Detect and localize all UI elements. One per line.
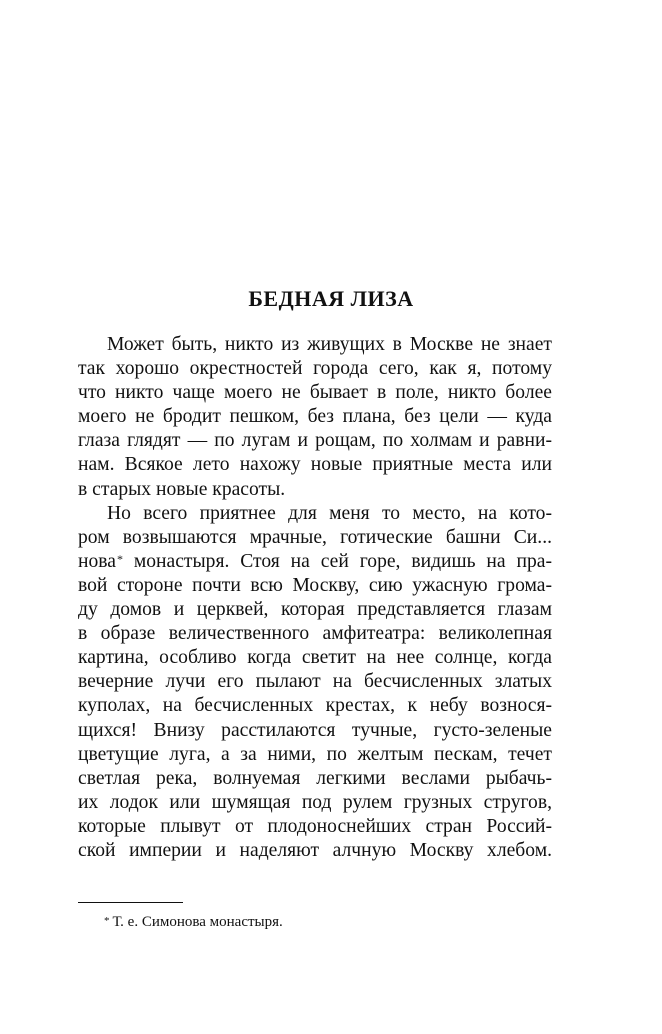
text-line: глаза глядят — по лугам и рощам, по холмам и равни-: [78, 430, 552, 452]
text-fragment: нова: [78, 550, 116, 572]
text-line: цветущие луга, а за ними, по желтым пескам, течет: [78, 743, 552, 765]
text-line: ской империи и наделяют алчную Москву хлебом.: [78, 839, 552, 861]
text-line: куполах, на бесчисленных крестах, к небу вознося-: [78, 695, 552, 717]
text-line: в образе величественного амфитеатра: великолепная: [78, 623, 552, 645]
text-line: щихся! Внизу расстилаются тучные, густо-зеленые: [78, 719, 552, 741]
text-line: светлая река, волнуемая легкими веслами рыбачь-: [78, 767, 552, 789]
text-line: нам. Всякое лето нахожу новые приятные места или: [78, 454, 552, 476]
footnote-marker: *: [104, 915, 110, 927]
footnote-text: Т. е. Симонова монастыря.: [112, 914, 283, 930]
text-line: Но всего приятнее для меня то место, на кото-: [107, 502, 552, 524]
text-line: ром возвышаются мрачные, готические башни Си...: [78, 526, 552, 548]
text-line: Может быть, никто из живущих в Москве не знает: [107, 334, 552, 355]
text-line: их лодок или шумящая под рулем грузных стругов,: [78, 791, 552, 813]
body-text: [78, 333, 552, 863]
chapter-title: БЕДНАЯ ЛИЗА: [248, 286, 414, 311]
text-fragment: монастыря. Стоя на сей горе, видишь на пра-: [133, 550, 552, 572]
text-line: которые плывут от плодоноснейших стран Россий-: [78, 815, 552, 837]
text-line: что никто чаще моего не бывает в поле, никто более: [78, 382, 552, 404]
text-line: так хорошо окрестностей города сего, как я, потому: [78, 358, 552, 380]
text-line: моего не бродит пешком, без плана, без цели — куда: [78, 406, 552, 428]
text-line: в старых новые красоты.: [78, 478, 286, 500]
text-line: картина, особливо когда светит на нее солнце, когда: [78, 647, 552, 669]
footnote: [104, 913, 283, 931]
text-line: вой стороне почти всю Москву, сию ужасную грома-: [78, 574, 552, 596]
footnote-divider: [78, 902, 183, 903]
footnote-marker: *: [116, 551, 123, 566]
text-line: вечерние лучи его пылают на бесчисленных златых: [78, 671, 552, 693]
text-line-with-footnote: [78, 550, 552, 574]
text-line: ду домов и церквей, которая представляется глазам: [78, 599, 552, 621]
